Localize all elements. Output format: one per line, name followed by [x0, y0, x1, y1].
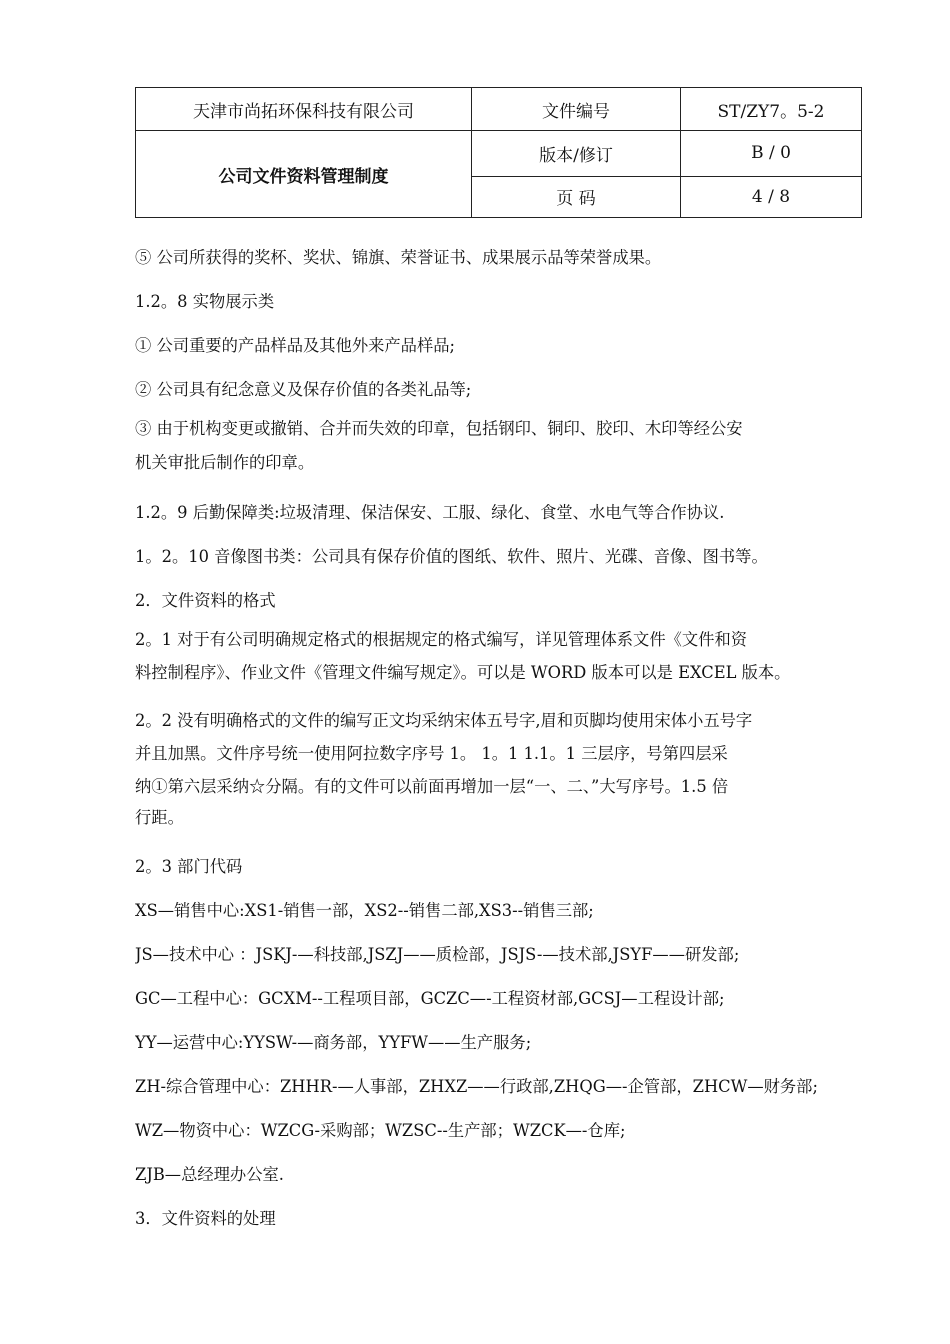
body-line: 1。2。10 音像图书类：公司具有保存价值的图纸、软件、照片、光碟、音像、图书等。 — [135, 547, 768, 566]
department-code-line: WZ—物资中心：WZCG-采购部；WZSC--生产部；WZCK—-仓库; — [135, 1121, 626, 1140]
version-label: 版本/修订 — [472, 131, 681, 177]
page-label: 页 码 — [472, 176, 681, 217]
header-row-1 — [136, 88, 862, 131]
company-name: 天津市尚拓环保科技有限公司 — [136, 88, 472, 131]
department-code-line: GC—工程中心：GCXM--工程项目部，GCZC—-工程资材部,GCSJ—工程设计部; — [135, 989, 725, 1008]
department-code-line: ZH-综合管理中心：ZHHR-—人事部，ZHXZ——行政部,ZHQG—-企管部，ZHCW—财务部; — [135, 1077, 818, 1096]
section-heading: 1.2。8 实物展示类 — [135, 292, 275, 311]
body-line: 料控制程序》、作业文件《管理文件编写规定》。可以是 WORD 版本可以是 EXCEL 版本。 — [135, 663, 791, 682]
header-row-2 — [136, 131, 862, 177]
body-line: 1.2。9 后勤保障类:垃圾清理、保洁保安、工服、绿化、食堂、水电气等合作协议. — [135, 503, 725, 522]
section-heading: 2．文件资料的格式 — [135, 591, 276, 610]
body-line: 并且加黑。文件序号统一使用阿拉数字序号 1。 1。1 1.1。1 三层序，号第四层采 — [135, 744, 728, 763]
section-heading: 2。3 部门代码 — [135, 857, 243, 876]
doc-number-label: 文件编号 — [472, 88, 681, 131]
body-line: 行距。 — [135, 808, 184, 827]
document-body — [135, 236, 863, 1241]
document-title: 公司文件资料管理制度 — [136, 131, 472, 218]
doc-number-value: ST/ZY7。5-2 — [681, 88, 862, 131]
body-line: ⑤ 公司所获得的奖杯、奖状、锦旗、荣誉证书、成果展示品等荣誉成果。 — [135, 248, 662, 267]
body-line: 机关审批后制作的印章。 — [135, 453, 315, 472]
body-line: ③ 由于机构变更或撤销、合并而失效的印章，包括钢印、铜印、胶印、木印等经公安 — [135, 419, 743, 438]
department-code-line: ZJB—总经理办公室. — [135, 1165, 284, 1184]
page-value: 4 / 8 — [681, 176, 862, 217]
section-heading: 3．文件资料的处理 — [135, 1209, 276, 1228]
body-line: 2。2 没有明确格式的文件的编写正文均采纳宋体五号字,眉和页脚均使用宋体小五号字 — [135, 711, 753, 730]
body-line: ② 公司具有纪念意义及保存价值的各类礼品等; — [135, 380, 472, 399]
department-code-line: JS—技术中心 ：JSKJ-—科技部,JSZJ——质检部，JSJS-—技术部,JSYF——研发部; — [135, 945, 740, 964]
body-line: 纳①第六层采纳☆分隔。有的文件可以前面再增加一层“一、二、”大写序号。1.5 倍 — [135, 777, 729, 796]
document-header-table — [135, 87, 862, 218]
body-line: 2。1 对于有公司明确规定格式的根据规定的格式编写，详见管理体系文件《文件和资 — [135, 630, 748, 649]
body-line: ① 公司重要的产品样品及其他外来产品样品; — [135, 336, 456, 355]
department-code-line: YY—运营中心:YYSW-—商务部，YYFW——生产服务; — [135, 1033, 532, 1052]
version-value: B / 0 — [681, 131, 862, 177]
department-code-line: XS—销售中心:XS1-销售一部，XS2--销售二部,XS3--销售三部; — [135, 901, 594, 920]
